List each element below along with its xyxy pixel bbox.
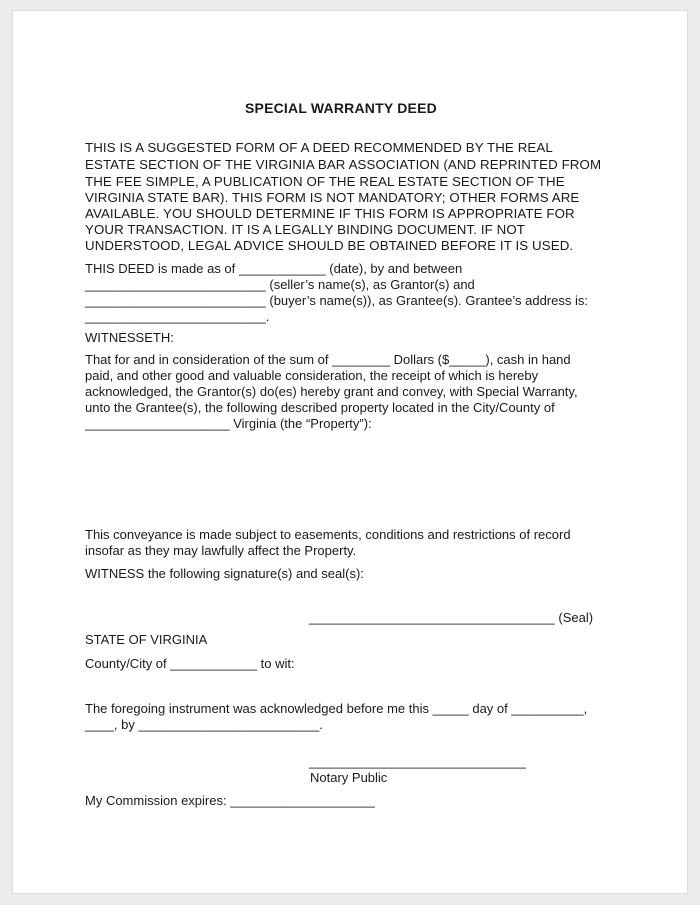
- document-title: SPECIAL WARRANTY DEED: [245, 100, 437, 116]
- consideration-line: That for and in consideration of the sum of ________ Dollars ($_____), cash in hand: [85, 352, 571, 367]
- commission-line: My Commission expires: ____________________: [85, 793, 375, 808]
- state-heading: STATE OF VIRGINIA: [85, 632, 208, 647]
- acknowledgment-line: The foregoing instrument was acknowledged before me this _____ day of __________,: [85, 701, 588, 716]
- intro-line: _________________________ (seller’s name(s), as Grantor(s) and: [85, 277, 475, 292]
- consideration-line: paid, and other good and valuable consideration, the receipt of which is hereby: [85, 368, 539, 383]
- conveyance-line: This conveyance is made subject to easements, conditions and restrictions of record: [85, 527, 571, 542]
- seal-signature-line: __________________________________ (Seal): [309, 610, 594, 625]
- witnesseth-heading: WITNESSETH:: [85, 330, 174, 345]
- disclaimer-line: THE FEE SIMPLE, A PUBLICATION OF THE REAL ESTATE SECTION OF THE: [85, 174, 565, 189]
- intro-line: _________________________ (buyer’s name(s)), as Grantee(s). Grantee’s address is:: [85, 293, 588, 308]
- disclaimer-line: YOUR TRANSACTION. IT IS A LEGALLY BINDING DOCUMENT. IF NOT: [85, 222, 525, 237]
- intro-line: THIS DEED is made as of ____________ (date), by and between: [85, 261, 463, 276]
- intro-line: _________________________.: [85, 309, 270, 324]
- disclaimer-line: THIS IS A SUGGESTED FORM OF A DEED RECOMMENDED BY THE REAL: [85, 140, 553, 155]
- consideration-line: ____________________ Virginia (the “Property”):: [85, 416, 372, 431]
- disclaimer-line: ESTATE SECTION OF THE VIRGINIA BAR ASSOCIATION (AND REPRINTED FROM: [85, 157, 602, 172]
- disclaimer-line: UNDERSTOOD, LEGAL ADVICE SHOULD BE OBTAINED BEFORE IT IS USED.: [85, 238, 574, 253]
- disclaimer-line: AVAILABLE. YOU SHOULD DETERMINE IF THIS FORM IS APPROPRIATE FOR: [85, 206, 575, 221]
- disclaimer-line: VIRGINIA STATE BAR). THIS FORM IS NOT MANDATORY; OTHER FORMS ARE: [85, 190, 580, 205]
- notary-signature-line: ______________________________: [309, 754, 526, 769]
- county-line: County/City of ____________ to wit:: [85, 656, 295, 671]
- conveyance-line: insofar as they may lawfully affect the Property.: [85, 543, 357, 558]
- acknowledgment-line: ____, by _________________________.: [85, 717, 323, 732]
- consideration-line: acknowledged, the Grantor(s) do(es) hereby grant and convey, with Special Warranty,: [85, 384, 578, 399]
- consideration-line: unto the Grantee(s), the following described property located in the City/County of: [85, 400, 555, 415]
- notary-label: Notary Public: [310, 770, 388, 785]
- witness-line: WITNESS the following signature(s) and seal(s):: [85, 566, 364, 581]
